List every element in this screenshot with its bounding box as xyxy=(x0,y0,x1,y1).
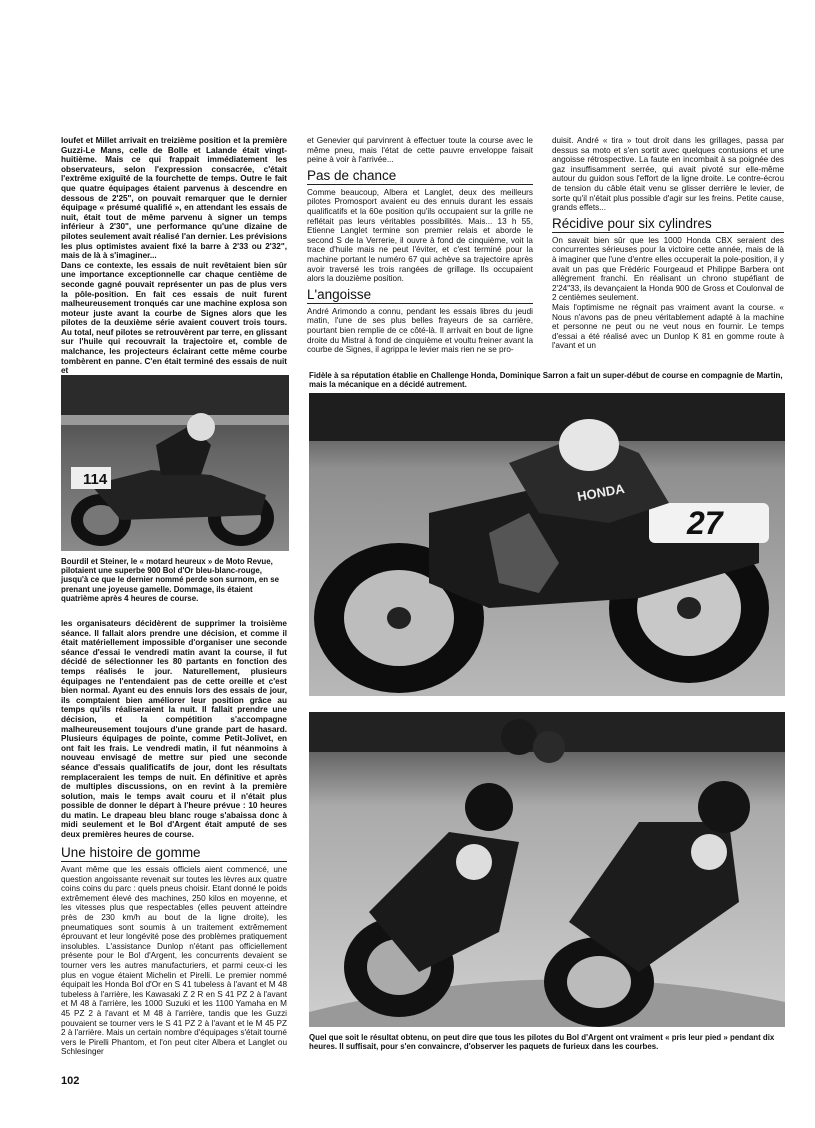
section-heading: Récidive pour six cylindres xyxy=(552,216,784,233)
paragraph: et Genevier qui parvinrent à effectuer toute la course avec le même pneu, mais l'état de cette pauvre enveloppe faisait peine à voir à l'arrivée... xyxy=(307,136,533,165)
section-heading: L'angoisse xyxy=(307,287,533,304)
photo-1-caption: Bourdil et Steiner, le « motard heureux » de Moto Revue, pilotaient une superbe 900 Bol d'Or bleu-blanc-rouge, jusqu'à ce que le dernier nommé perde son surnom, en se prenant une joyeuse gamelle. Dommage, ils étaient quatrième après 4 heures de course. xyxy=(61,557,280,603)
paragraph: Mais l'optimisme ne régnait pas vraiment avant la course. « Nous n'avons pas de pneu véritablement adapté à la machine et personne ne peut ou ne veut nous en fournir. Le temps d'essai a été réalisé avec un Dunlop K 81 en gomme route à l'avant et un xyxy=(552,302,784,351)
column-3 xyxy=(552,136,784,351)
paragraph: duisit. André « tira » tout droit dans les grillages, passa par dessus sa moto et s'en sortit avec quelques contusions et une angoisse rétrospective. La faute en incombait à sa poignée des gaz insuffisamment serrée, qui avait pivoté sur elle-même autour du guidon sous l'effort de la ligne droite. Le contre-écrou de tension du câble était venu se glisser derrière le levier, de sorte qu'il n'était plus possible d'agir sur les freins. Petite cause, grands effets... xyxy=(552,136,784,213)
paragraph: On savait bien sûr que les 1000 Honda CBX seraient des concurrentes sérieuses pour la victoire cette année, mais de là à imaginer que l'une d'entre elles occuperait la pole-position, il y avait un pas que Frédéric Fourgeaud et Philippe Barbera ont allègrement franchi. En réalisant un chrono stupéfiant de 2'24"33, ils devançaient la Honda 900 de Gross et Coulonval de 2 centièmes seulement. xyxy=(552,235,784,303)
photo-2-caption: Fidèle à sa réputation établie en Challenge Honda, Dominique Sarron a fait un super-début de course en compagnie de Martin, mais la mécanique en a décidé autrement. xyxy=(309,371,783,390)
column-1-middle xyxy=(61,619,287,840)
photo-group-of-riders xyxy=(309,712,785,1027)
photo-3-caption: Quel que soit le résultat obtenu, on peut dire que tous les pilotes du Bol d'Argent ont vraiment « pris leur pied » pendant dix heures. Il suffisait, pour s'en convaincre, d'observer les paquets de furieux dans les courbes. xyxy=(309,1033,775,1052)
paragraph: Comme beaucoup, Albera et Langlet, deux des meilleurs pilotes Promosport avaient eu des ennuis durant les essais qualificatifs et la 60e position qu'ils occupaient sur la grille ne reflétait pas leurs véritables possibilités. Mais... 13 h 55, Etienne Langlet termine son premier relais et aborde le second S de la Verrerie, il ouvre à fond de cinquième, voit la trace d'huile mais ne peut l'éviter, et c'est terminé pour la machine portant le numéro 67 qui achève sa trajectoire après avoir traversé les trois rangées de grillage. Ils occupaient alors la douzième position. xyxy=(307,187,533,284)
photo-motorbike-114 xyxy=(61,375,289,551)
paragraph: loufet et Millet arrivait en treizième position et la première Guzzi-Le Mans, celle de Bolle et Lalande était vingt-huitième. Mais ce qui frappait immédiatement les observateurs, selon l'expression consacrée, c'était l'extrême exiguïté de la fourchette de temps. Outre le fait que quatre équipages étaient parvenus à descendre en dessous de 2'25", on pouvait remarquer que le dernier équipage « présumé qualifié », en attendant les essais de nuit, était tout de même parvenu à signer un temps inférieur à 2'30", une performance qu'une dizaine de pilotes seulement avait réalisé l'an dernier. Les prévisions les plus optimistes avaient fixé la barre à 2'33 ou 2'32", mais de là à s'imaginer... xyxy=(61,136,287,261)
race-number-114: 114 xyxy=(83,471,108,488)
section-gomme xyxy=(61,842,287,1057)
photo-motorbike-27 xyxy=(309,393,785,696)
paragraph: Avant même que les essais officiels aient commencé, une question angoissante revenait sur toutes les lèvres aux quatre coins coins du parc : quels pneus choisir. Etant donné le poids extrêmement élevé des machines, 250 kilos en moyenne, et les vitesses plus que respectables (elles peuvent atteindre près de 230 km/h au bout de la ligne droite), les pneumatiques sont soumis à un traitement extrêmement éprouvant et leur longévité pose des problèmes pratiquement insolubles. L'assistance Dunlop n'étant pas officiellement présente pour le Bol d'Argent, les concurrents devaient se tourner vers les autres manufacturiers, et parmi ceux-ci les plus en vogue étaient Michelin et Pirelli. Le premier nommé équipait les Honda Bol d'Or en S 41 tubeless à l'avant et M 48 tubeless à l'arrière, les Kawasaki Z 2 R en S 41 PZ 2 à l'avant et M 48 à l'arrière, les 1000 Suzuki et les 1100 Yamaha en M 45 PZ 2 à l'avant et M 48 à l'arrière, tandis que les Guzzi pouvaient se tourner vers le S 41 PZ 2 à l'avant et le M 45 PZ 2 à l'arrière. Mais un certain nombre d'équipages s'était tourné vers le Pirelli Phantom, et l'on peut citer Albera et Langlet ou Schlesinger xyxy=(61,865,287,1057)
column-1-top xyxy=(61,136,287,376)
column-2 xyxy=(307,136,533,355)
page-number: 102 xyxy=(61,1075,80,1087)
paragraph: Dans ce contexte, les essais de nuit revêtaient bien sûr une importance exceptionnelle car chaque centième de seconde gagné pouvait représenter un pas de plus vers la pôle-position. En fait ces essais de nuit furent malheureusement tronqués car une machine explosa son moteur juste avant la courbe de Signes alors que les pilotes de la deuxième série avaient couvert trois tours. Au total, neuf pilotes se retrouvèrent par terre, en glissant sur l'huile qui recouvrait la trajectoire et, comble de malchance, les projecteurs éclairant cette même courbe tombèrent en panne. C'en était terminé des essais de nuit et xyxy=(61,260,287,376)
leathers-lettering: HONDA xyxy=(576,480,626,505)
section-heading: Pas de chance xyxy=(307,168,533,185)
race-number-27: 27 xyxy=(687,505,723,541)
paragraph: les organisateurs décidèrent de supprimer la troisième séance. Il fallait alors prendre une décision, et comme il était matériellement impossible d'organiser une seconde séance d'essai le vendredi matin avant la course, il fut décidé de sélectionner les 80 partants en fonction des temps réalisés le jour. Naturellement, plusieurs équipages ne l'entendaient pas de cette oreille et c'est bien normal. Ayant eu des ennuis lors des essais de jour, ils comptaient bien améliorer leur position grâce au temps qu'ils réaliseraient la nuit. Il fallait prendre une décision, et la compétition s'accompagne malheureusement toujours d'une grande part de hasard. Plusieurs équipages de pointe, comme Petit-Jolivet, en ont fait les frais. Le vendredi matin, il fut néanmoins à nouveau envisagé de mettre sur pied une seconde séance d'essais qualificatifs de jour, dont les résultats remplaceraient les temps de nuit. En définitive et après de multiples discussions, on en revint à la première solution, mais le temps avait couru et il n'était plus possible de donner le départ à l'heure prévue : 10 heures du matin. Le drapeau bleu blanc rouge s'abaissa donc à midi seulement et le Bol d'Argent était amputé de ses deux premières heures de course. xyxy=(61,619,287,840)
section-heading: Une histoire de gomme xyxy=(61,845,287,862)
paragraph: André Arimondo a connu, pendant les essais libres du jeudi matin, l'une de ses plus belles frayeurs de sa carrière, pourtant bien remplie de ce côté-là. Il arrivait en bout de ligne droite du Mistral à fond de cinquième et voultu freiner avant la courbe de Signes, il agrippa le levier mais rien ne se pro- xyxy=(307,306,533,355)
